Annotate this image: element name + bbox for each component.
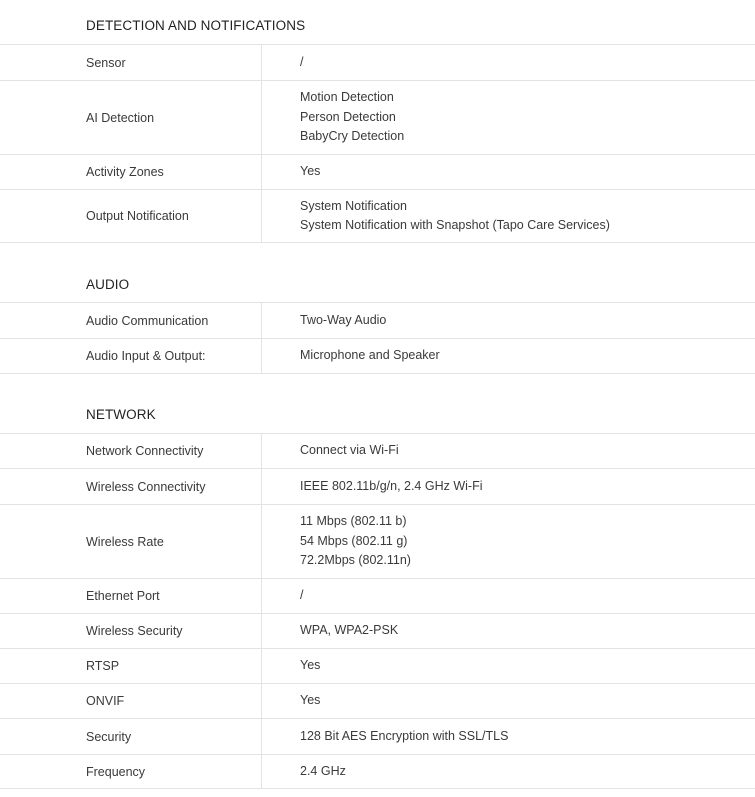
spec-value xyxy=(300,649,320,683)
spec-label: Sensor xyxy=(86,55,126,70)
spec-row-sensor xyxy=(0,44,755,80)
spec-value-line: / xyxy=(300,588,304,603)
spec-value-line: System Notification with Snapshot (Tapo Care Services) xyxy=(300,218,610,232)
spec-row-rtsp xyxy=(0,648,755,683)
spec-value xyxy=(300,684,320,718)
spec-value-line: Yes xyxy=(300,658,321,673)
spec-value xyxy=(300,614,398,648)
spec-value-line: Yes xyxy=(300,693,321,708)
column-divider xyxy=(261,434,262,468)
spec-value-line: 2.4 GHz xyxy=(300,763,346,778)
column-divider xyxy=(261,45,262,80)
spec-label: Activity Zones xyxy=(86,165,164,179)
column-divider xyxy=(261,579,262,613)
spec-value xyxy=(300,469,482,504)
spec-value-line: IEEE 802.11b/g/n, 2.4 GHz Wi-Fi xyxy=(300,478,483,493)
spec-value-line: Motion Detection xyxy=(300,90,394,105)
column-divider xyxy=(261,81,262,154)
spec-value-line: Yes xyxy=(300,164,321,179)
spec-row-frequency xyxy=(0,754,755,789)
spec-label: Wireless Rate xyxy=(86,534,164,549)
section-title-network: NETWORK xyxy=(86,407,156,422)
spec-value-line: 128 Bit AES Encryption with SSL/TLS xyxy=(300,728,509,743)
spec-value-line: Person Detection xyxy=(300,109,396,124)
spec-value xyxy=(300,719,508,754)
column-divider xyxy=(261,649,262,683)
spec-row-ethernet-port xyxy=(0,578,755,613)
spec-value xyxy=(300,155,320,189)
spec-label: Audio Communication xyxy=(86,313,209,328)
spec-label: Audio Input & Output: xyxy=(86,349,206,363)
spec-row-security xyxy=(0,718,755,754)
spec-label: Network Connectivity xyxy=(86,444,204,458)
spec-row-wireless-connectivity xyxy=(0,468,755,504)
column-divider xyxy=(261,755,262,788)
spec-value-line: WPA, WPA2-PSK xyxy=(300,623,399,638)
column-divider xyxy=(261,155,262,189)
column-divider xyxy=(261,505,262,578)
spec-value-line: Two-Way Audio xyxy=(300,312,387,327)
spec-value-line: 11 Mbps (802.11 b) xyxy=(300,514,407,529)
spec-row-activity-zones xyxy=(0,154,755,189)
spec-value xyxy=(300,81,404,154)
spec-value xyxy=(300,339,440,373)
column-divider xyxy=(261,614,262,648)
column-divider xyxy=(261,190,262,242)
column-divider xyxy=(261,684,262,718)
spec-value xyxy=(300,190,610,242)
spec-row-onvif xyxy=(0,683,755,718)
spec-value-line: / xyxy=(300,54,304,69)
column-divider xyxy=(261,469,262,504)
spec-row-network-connectivity xyxy=(0,433,755,468)
spec-value xyxy=(300,303,386,338)
column-divider xyxy=(261,339,262,373)
spec-label: Frequency xyxy=(86,764,146,779)
spec-value xyxy=(300,505,411,578)
spec-value-line: Connect via Wi-Fi xyxy=(300,443,399,458)
spec-value xyxy=(300,755,346,788)
spec-value-line: BabyCry Detection xyxy=(300,129,405,144)
spec-value xyxy=(300,579,303,613)
column-divider xyxy=(261,303,262,338)
spec-label: Wireless Connectivity xyxy=(86,479,206,494)
spec-label: Output Notification xyxy=(86,209,189,223)
spec-row-audio-input-output xyxy=(0,338,755,374)
spec-label: Security xyxy=(86,729,132,744)
spec-row-output-notification xyxy=(0,189,755,243)
spec-row-wireless-rate xyxy=(0,504,755,578)
section-title-audio: AUDIO xyxy=(86,277,130,292)
spec-label: ONVIF xyxy=(86,694,125,708)
section-title-detection: DETECTION AND NOTIFICATIONS xyxy=(86,18,306,33)
spec-row-audio-communication xyxy=(0,302,755,338)
spec-value-line: System Notification xyxy=(300,198,407,213)
spec-label: Ethernet Port xyxy=(86,589,160,603)
spec-value-line: 72.2Mbps (802.11n) xyxy=(300,553,411,568)
spec-value xyxy=(300,434,399,468)
spec-label: AI Detection xyxy=(86,110,155,125)
column-divider xyxy=(261,719,262,754)
spec-label: RTSP xyxy=(86,659,120,673)
spec-value-line: Microphone and Speaker xyxy=(300,348,440,363)
spec-value-line: 54 Mbps (802.11 g) xyxy=(300,533,408,548)
spec-label: Wireless Security xyxy=(86,624,183,638)
spec-row-ai-detection xyxy=(0,80,755,154)
spec-value xyxy=(300,45,303,80)
spec-row-wireless-security xyxy=(0,613,755,648)
